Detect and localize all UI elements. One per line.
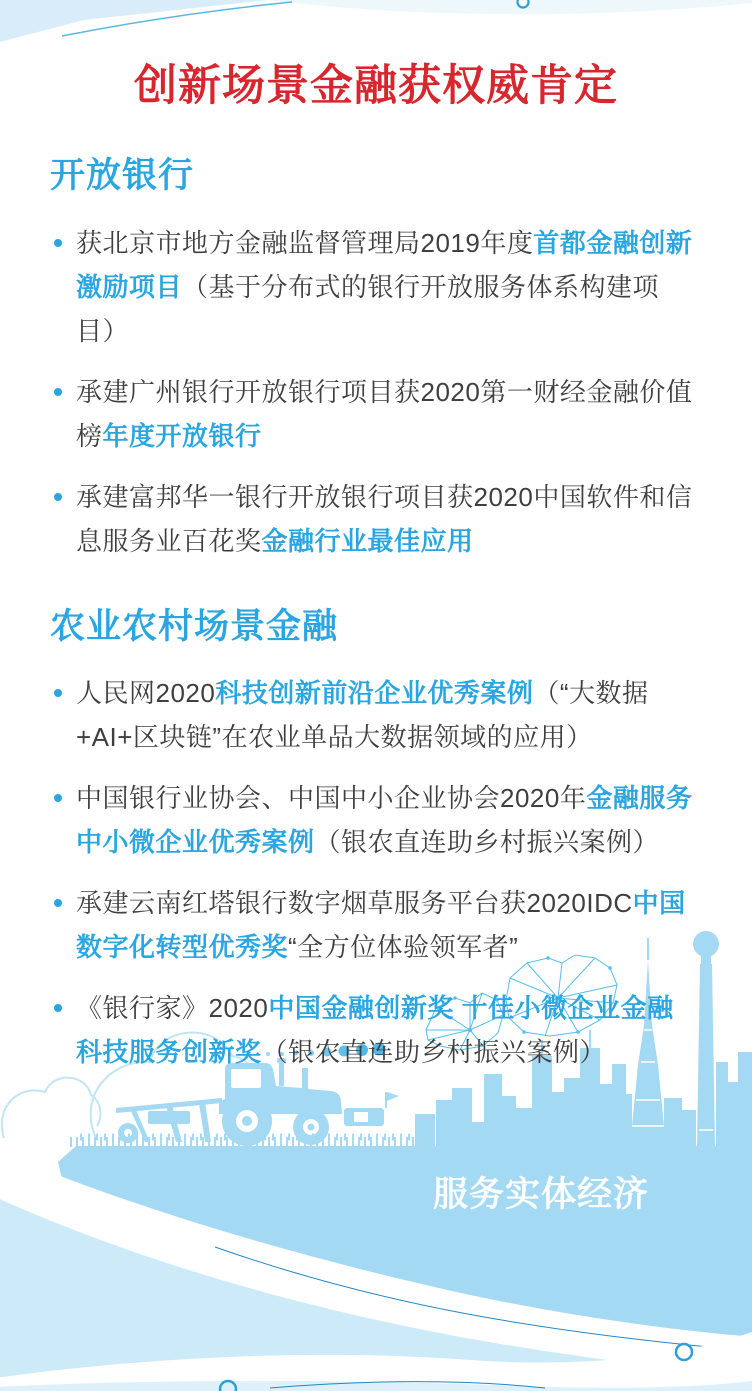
section-open-banking: [50, 157, 702, 563]
award-text: 承建富邦华一银行开放银行项目获2020中国软件和信息服务业百花奖金融行业最佳应用: [76, 481, 693, 556]
award-text: 承建广州银行开放银行项目获2020第一财经金融价值榜年度开放银行: [76, 376, 693, 451]
bullet-dot-icon: [54, 239, 62, 247]
section-heading: 农业农村场景金融: [50, 606, 339, 646]
section-heading: 开放银行: [50, 156, 195, 196]
award-text: 人民网2020科技创新前沿企业优秀案例（“大数据+AI+区块链”在农业单品大数据领域的应用）: [76, 678, 649, 752]
top-ring-icon: [518, 0, 529, 8]
award-item: [50, 777, 702, 865]
bullet-dot-icon: [54, 794, 62, 802]
award-text: 获北京市地方金融监督管理局2019年度首都金融创新激励项目（基于分布式的银行开放服务体系构建项目）: [76, 227, 693, 346]
bullet-dot-icon: [54, 899, 62, 907]
section-agriculture-finance: [50, 608, 702, 1075]
bullet-dot-icon: [54, 689, 62, 697]
award-item: [50, 371, 702, 459]
bullet-dot-icon: [54, 1004, 62, 1012]
award-item: [50, 882, 702, 970]
award-list: [50, 222, 702, 564]
award-list: [50, 672, 702, 1075]
slogan: 服务实体经济: [433, 1175, 650, 1214]
award-item: [50, 987, 702, 1075]
award-item: [50, 672, 702, 760]
bullet-dot-icon: [54, 388, 62, 396]
award-text: 承建云南红塔银行数字烟草服务平台获2020IDC中国数字化转型优秀奖“全方位体验领军者”: [76, 887, 686, 962]
award-text: 中国银行业协会、中国中小企业协会2020年金融服务中小微企业优秀案例（银农直连助乡村振兴案例）: [76, 782, 693, 857]
top-left-wedge: [0, 0, 268, 42]
award-item: [50, 222, 702, 354]
award-text: 《银行家》2020中国金融创新奖 十佳小微企业金融科技服务创新奖（银农直连助乡村振兴案例）: [76, 992, 674, 1067]
award-item: [50, 476, 702, 564]
top-decoration: [0, 0, 752, 64]
top-right-band: [268, 0, 752, 14]
bullet-dot-icon: [54, 493, 62, 501]
page-title: 创新场景金融获权威肯定: [134, 62, 618, 110]
content-area: [0, 157, 752, 1074]
